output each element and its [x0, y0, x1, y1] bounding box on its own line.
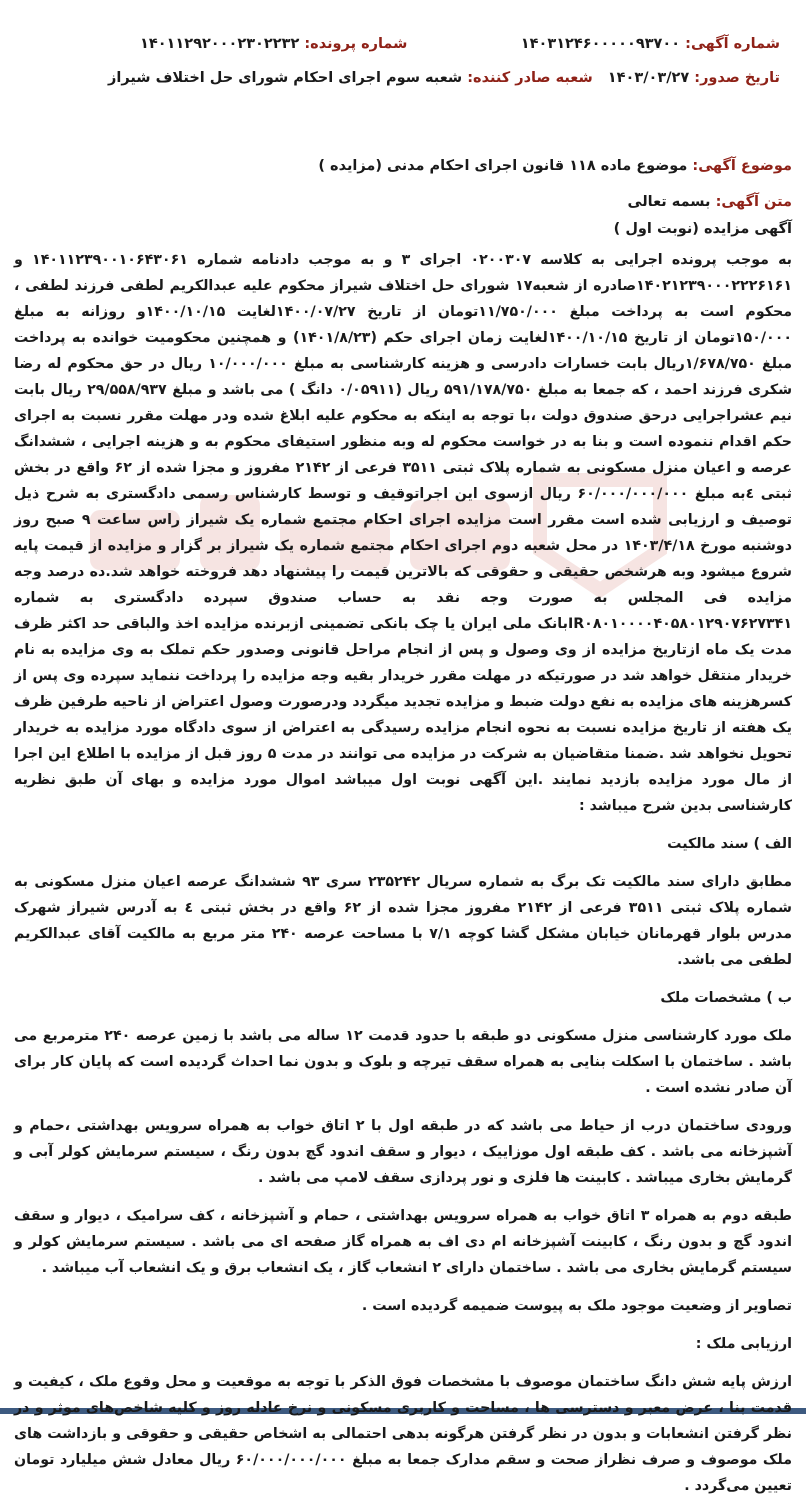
body-line: [12, 194, 792, 210]
section-b-paragraph-2: ورودی ساختمان درب از حیاط می باشد که در طبقه اول با ۲ اتاق خواب به همراه سرویس بهداشتی ،حمام و آشپزخانه می باشد . کف طبقه اول موزاییک ، دیوار و سقف اندود گچ بدون رنگ ، سیستم سرمایش کولر آبی و گرمایش بخاری میباشد . کابینت ها فلزی و نور پردازی سقف لامپ می باشد .: [14, 1118, 792, 1186]
valuation-text: ارزش پایه شش دانگ ساختمان موصوف با مشخصات فوق الذکر با توجه به موقعیت و محل وقوع ملک ، کیفیت و قدمت بنا ، عرض معبر و دسترسی ها ، مساحت و کاربری مسکونی و نرخ عادله روز و کلیه شاخص‌های موثر و در نظر گرفتن انشعابات و بدون در نظر گرفتن هرگونه بدهی احتمالی به اشخاص حقیقی و حقوقی و بازداشت های ملک موصوف و صرف نظراز صحت و سقم مدارک جمعا به مبلغ ۶۰/۰۰۰/۰۰۰/۰۰۰ ریال معادل شش میلیارد تومان تعیین می‌گردد .: [14, 1374, 792, 1494]
notice-title: آگهی مزایده (نوبت اول ): [613, 221, 792, 237]
subject-line: [12, 158, 792, 174]
issuing-branch-label: شعبه صادر کننده:: [467, 70, 593, 86]
section-b-paragraph-3: طبقه دوم به همراه ۳ اتاق خواب به همراه سرویس بهداشتی ، حمام و آشپزخانه ، کف سرامیک ، دیوار و سقف اندود گچ و بدون رنگ ، کابینت آشپزخانه ام دی اف به همراه گاز صفحه ای می باشد . سیستم سرمایش کولر و سیستم گرمایش بخاری می باشد . ساختمان دارای ۲ انشعاب گاز ، یک انشعاب برق و یک انشعاب آب میباشد .: [14, 1208, 792, 1276]
section-a-title: الف ) سند مالکیت: [667, 836, 792, 852]
header-row-2: [12, 70, 794, 104]
subject-label: موضوع آگهی:: [692, 158, 792, 174]
issue-date-field: [608, 70, 780, 86]
ad-number-label: شماره آگهی:: [685, 36, 780, 52]
subject-value: موضوع ماده ۱۱۸ قانون اجرای احکام مدنی (مزایده ): [318, 158, 688, 174]
section-b-paragraph-1: ملک مورد کارشناسی منزل مسکونی دو طبقه با حدود قدمت ۱۲ ساله می باشد با زمین عرصه ۲۴۰ مترمربع می باشد . ساختمان با اسکلت بنایی به همراه سقف تیرچه و بلوک و بدون نما احداث گردیده است که پایان کار برای آن صادر نشده است .: [14, 1028, 792, 1096]
ad-number-value: ۱۴۰۳۱۲۴۶۰۰۰۰۰۹۳۷۰۰: [520, 36, 681, 52]
case-number-value: ۱۴۰۱۱۲۹۲۰۰۰۲۳۰۲۲۳۲: [140, 36, 300, 52]
case-number-label: شماره پرونده:: [304, 36, 408, 52]
section-a-text: مطابق دارای سند مالکیت تک برگ به شماره سریال ۲۳۵۲۴۲ سری ۹۳ ششدانگ عرصه اعیان منزل مسکونی به شماره پلاک ثبتی ۳۵۱۱ فرعی از ۲۱۴۲ مفروز مجزا شده از ۶۲ واقع در بخش ثبتی ٤ به آدرس شیراز شهرک مدرس بلوار قهرمانان خیابان مشکل گشا کوچه ۷/۱ با مساحت عرصه ۲۴۰ متر مربع به مالکیت آقای عبدالکریم لطفی می باشد.: [14, 874, 792, 968]
ad-number-field: [521, 36, 780, 52]
case-number-field: [140, 36, 407, 52]
main-paragraph: به موجب پرونده اجرایی به کلاسه ۰۲۰۰۳۰۷ اجرای ۳ و به موجب دادنامه شماره ۱۴۰۱۱۲۳۹۰۰۱۰۶۴۳۰۶۱ و ۱۴۰۲۱۲۳۹۰۰۰۲۲۲۶۱۶۱صادره از شعبه۱۷ شورای حل اختلاف شیراز محکوم علیه عبدالکریم لطفی فرزند لطفی ، محکوم است به پرداخت مبلغ ۱۱/۷۵۰/۰۰۰تومان از تاریخ ۱۴۰۰/۰۷/۲۷لغایت ۱۴۰۰/۱۰/۱۵و روزانه به مبلغ ۱۵۰/۰۰۰تومان از تاریخ ۱۴۰۰/۱۰/۱۵لغایت زمان اجرای حکم (۱۴۰۱/۸/۲۳) و همچنین محکومیت خوانده به پرداخت مبلغ ۱/۶۷۸/۷۵۰ریال بابت خسارات دادرسی و هزینه کارشناسی به مبلغ ۱۰/۰۰۰/۰۰۰ ریال در حق محکوم له رضا شکری فرزند احمد ، که جمعا به مبلغ ۵۹۱/۱۷۸/۷۵۰ ریال (۰/۰۵۹۱۱ دانگ ) می باشد و مبلغ ۲۹/۵۵۸/۹۳۷ ریال بابت نیم عشراجرایی درحق صندوق دولت ،با توجه به اینکه به محکوم علیه ابلاغ شده ودر مهلت مقرر نسبت به اجرای حکم اقدام ننموده است و بنا به در خواست محکوم له وبه منظور استیفای محکوم به و هزینه اجرایی ، ششدانگ عرصه و اعیان منزل مسکونی به شماره پلاک ثبتی ۳۵۱۱ فرعی از ۲۱۴۲ مفروز و مجزا شده از ۶۲ واقع در بخش ثبتی ٤به مبلغ ۶۰/۰۰۰/۰۰۰/۰۰۰ ریال ازسوی این اجراتوقیف و توسط کارشناس رسمی دادگستری به شرح ذیل توصیف و ارزیابی شده است مقرر است مزایده اجرای احکام مجتمع شماره یک شیراز راس ساعت ۹ صبح روز دوشنبه مورخ ۱۴۰۳/۴/۱۸ در محل شعبه دوم اجرای احکام مجتمع شماره یک شیراز بر گزار و مزایده از قیمت پایه شروع میشود وبه هرشخص حقیقی و حقوقی که بالاترین قیمت را پیشنهاد دهد فروخته خواهد شد.ده درصد وجه مزایده فی المجلس به صورت وجه نقد به حساب صندوق سپرده دادگستری به شماره IR۰۸۰۱۰۰۰۰۴۰۵۸۰۱۲۹۰۷۶۲۷۳۴۱بانک ملی ایران یا چک بانکی تضمینی ازبرنده مزایده اخذ والباقی حد اکثر ظرف مدت یک ماه ازتاریخ مزایده از وی وصول و پس از انجام مراحل قانونی وصدور حکم تملک به وی مزایده به نام خریدار منتقل خواهد شد در صورتیکه در مهلت مقرر خریدار بقیه وجه مزایده را پرداخت ننماید سپرده وی پس از کسرهزینه های مزایده به نفع دولت ضبط و مزایده تجدید میگردد ودرصورت وصول اعتراض از ناحیه طرفین ظرف یک هفته از تاریخ مزایده نسبت به نحوه انجام مزایده رسیدگی به اعتراض از سوی دادگاه مورد مزایده به خریدار تحویل نخواهد شد .ضمنا متقاضیان به شرکت در مزایده می توانند در مدت ۵ روز قبل از مزایده با اطلاع این اجرا از مال مورد مزایده بازدید نمایند .این آگهی نوبت اول میباشد اموال مورد مزایده و بهای آن طبق نظریه کارشناسی بدین شرح میباشد :: [14, 252, 793, 814]
issue-date-value: ۱۴۰۳/۰۳/۲۷: [607, 70, 690, 86]
section-b-title: ب ) مشخصات ملک: [660, 990, 792, 1006]
valuation-title: ارزیابی ملک :: [695, 1336, 792, 1352]
photos-note: تصاویر از وضعیت موجود ملک به پیوست ضمیمه گردیده است .: [361, 1298, 792, 1314]
body-intro: بسمه تعالی: [627, 194, 711, 210]
body-label: متن آگهی:: [715, 194, 792, 210]
issue-date-label: تاریخ صدور:: [694, 70, 780, 86]
header-row-1: [12, 0, 794, 70]
issuing-branch-value: شعبه سوم اجرای احکام شورای حل اختلاف شیراز: [108, 70, 463, 86]
issuing-branch-field: [108, 70, 593, 86]
